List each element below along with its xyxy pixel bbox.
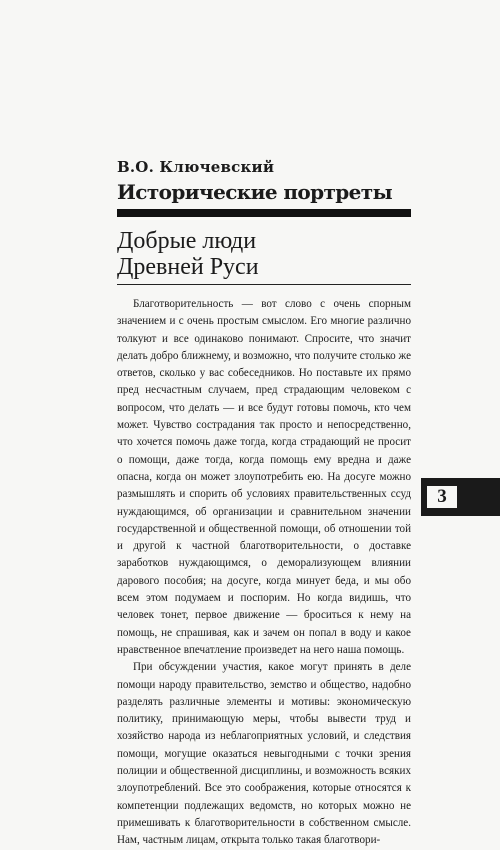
chapter-title-line-2: Древней Руси [117,254,259,280]
paragraph-1: Благотворительность — вот слово с очень спорным значением и с очень простым смыслом. Его многие различно толкуют и все одинаково понимают. Спросите, что значит делать добро ближнему, и возможно, что получите столько же ответов, сколько у вас собеседников. Но поставьте их прямо пред несчастным случаем, пред страдающим человеком с вопросом, что делать — и все будут готовы помочь, кто чем может. Чувство сострадания так просто и непосредственно, что хочется помочь даже тогда, когда страдающий не просит о помощи, даже тогда, когда помощь ему вредна и даже опасна, когда он может злоупотребить ею. На досуге можно размышлять и спорить об условиях правительственных ссуд нуждающимся, об организации и сравнительном значении государственной и общественной помощи, об отношении той и другой к частной благотворительности, о доставке заработков нуждающимся, о деморализующем влиянии дарового пособия; на досуге, когда минует беда, и мы обо всем этом подумаем и поспорим. Но когда видишь, что человек тонет, первое движение — броситься к нему на помощь, не спрашивая, как и зачем он попал в воду и какое нравственное впечатление произведет на него наша помощь. [117,298,411,656]
chapter-title-line-1: Добрые люди [117,228,257,254]
paragraph-2: При обсуждении участия, какое могут принять в деле помощи народу правительство, земство и общество, надобно разделять различные элементы и мотивы: экономическую политику, принимающую меры, чтобы вывести труд и хозяйство народа из неблагоприятных условий, и следствия помощи, могущие оказаться невыгодными с точки зрения полиции и общественной дисциплины, и возможность всяких злоупотреблений. Все это соображения, которые относятся к компетенции подлежащих ведомств, но которых можно не примешивать к благотворительности в собственном смысле. Нам, частным лицам, открыта только такая благотвори- [117,661,411,847]
chapter-title [117,228,259,280]
header-thick-rule [117,209,411,217]
body-text [117,296,411,850]
chapter-rule [117,284,411,285]
author-name: В.О. Ключевский [117,158,275,176]
page-number: 3 [427,486,457,508]
book-title: Исторические портреты [117,180,393,204]
